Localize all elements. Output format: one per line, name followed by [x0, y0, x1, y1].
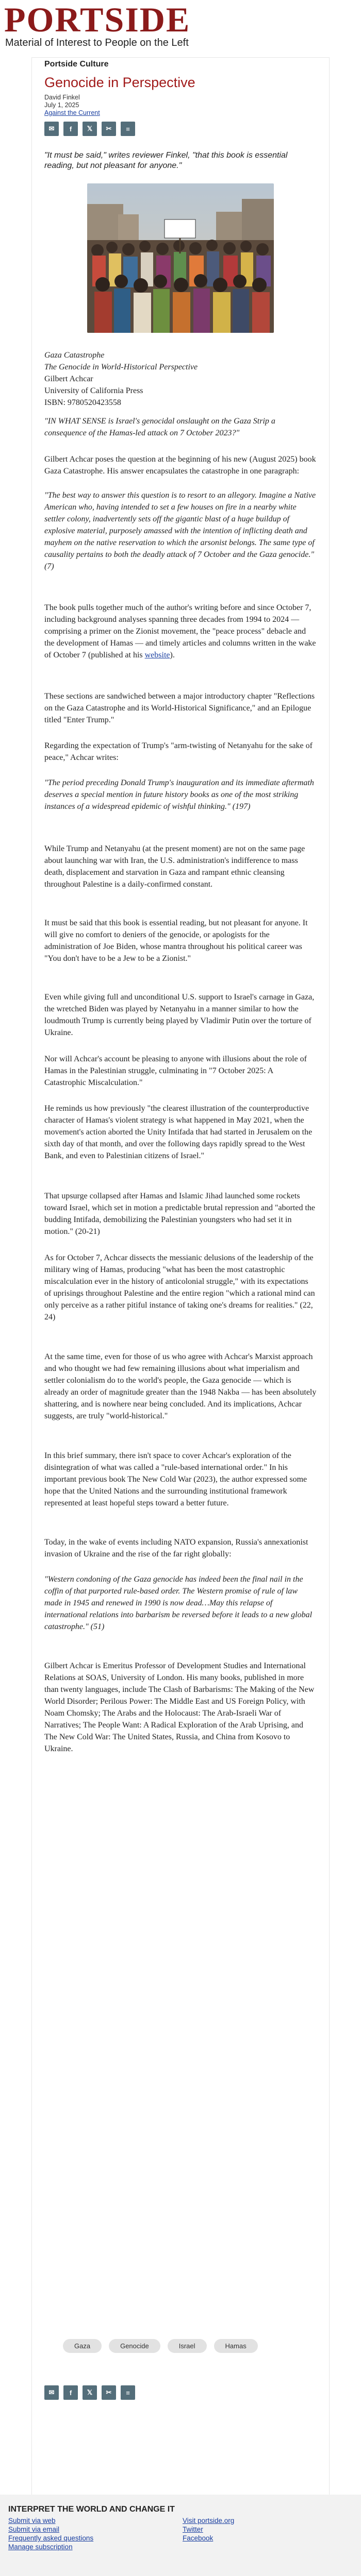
share-bar-top	[44, 122, 135, 136]
footer-heading: INTERPRET THE WORLD AND CHANGE IT	[8, 2505, 175, 2514]
paragraph: That upsurge collapsed after Hamas and Islamic Jihad launched some rockets toward Israel, which set in motion a predictable brutal repression and "aborted the budding Intifada, demobilizing the Palestinian youngsters who had set it in motion." (20-21)	[44, 1192, 316, 1236]
facebook-share-icon[interactable]: f	[63, 122, 78, 136]
facebook-link[interactable]: Facebook	[183, 2534, 214, 2542]
book-subtitle: The Genocide in World-Historical Perspective	[44, 363, 198, 371]
paragraph: The book pulls together much of the author's writing before and since October 7, including background analyses spanning three decades from 1994 to 2024 — comprising a primer on the Zionist movement, the "peace process" debacle and the development of Hamas — and timely articles and columns written in the wake of October 7 (published at his website).	[44, 603, 316, 659]
tag-genocide[interactable]: Genocide	[109, 2339, 160, 2353]
paragraph: While Trump and Netanyahu (at the present moment) are not on the same page about launching war with Iran, the U.S. administration's indifference to mass death, displacement and starvation in Gaza and rampant ethnic cleansing throughout Palestine is a daily-confirmed constant.	[44, 844, 305, 889]
book-publisher: University of California Press	[44, 386, 143, 395]
book-title: Gaza Catastrophe	[44, 351, 105, 360]
tag-gaza[interactable]: Gaza	[63, 2339, 102, 2353]
masthead	[0, 0, 361, 54]
website-link[interactable]: website	[144, 651, 170, 659]
tagline: Material of Interest to People on the Left	[5, 37, 189, 48]
manage-subscription-link[interactable]: Manage subscription	[8, 2543, 73, 2551]
twitter-share-icon[interactable]: 𝕏	[83, 122, 97, 136]
visit-portside-link[interactable]: Visit portside.org	[183, 2517, 235, 2524]
portside-logo[interactable]: PORTSIDE	[4, 0, 191, 39]
more-share-icon[interactable]: ≡	[121, 122, 135, 136]
email-share-icon[interactable]: ✉	[44, 122, 59, 136]
paragraph: As for October 7, Achcar dissects the messianic delusions of the leadership of the military wing of Hamas, producing "what has been the most catastrophic miscalculation ever in the history of anticolonial struggle," with its expectations of uprisings throughout Palestine and the entire region "which a rational mind can only perceive as a rather pitiful instance of taking one's dreams for realities." (22, 24)	[44, 1253, 315, 1321]
author-bio: Gilbert Achcar is Emeritus Professor of Development Studies and International Relations at SOAS, University of London. His many books, published in more than twenty languages, include The Clash of Barbarisms: The Making of the New World Disorder; Perilous Power: The Middle East and US Foreign Policy, with Noam Chomsky; The Arabs and the Holocaust: The Arab-Israeli War of Narratives; The People Want: A Radical Exploration of the Arab Uprising, and The New Cold War: The United States, Russia, and China from Kosovo to Ukraine.	[44, 1662, 315, 1753]
paragraph: In this brief summary, there isn't space to cover Achcar's exploration of the disintegration of what was called a "rule-based international order." In his important previous book The New Cold War (2023), the author expressed some hope that the United Nations and the surrounding institutional framework represented at least hopeful steps toward a better future.	[44, 1451, 307, 1507]
section-label: Portside Culture	[44, 60, 109, 69]
faq-link[interactable]: Frequently asked questions	[8, 2534, 94, 2542]
paragraph: Gilbert Achcar poses the question at the beginning of his new (August 2025) book Gaza Catastrophe. His answer encapsulates the catastrophe in one paragraph:	[44, 455, 316, 476]
twitter-share-icon[interactable]: 𝕏	[83, 2385, 97, 2400]
more-share-icon[interactable]: ≡	[121, 2385, 135, 2400]
submit-web-link[interactable]: Submit via web	[8, 2517, 56, 2524]
share-bar-bottom	[44, 2385, 135, 2400]
email-share-icon[interactable]: ✉	[44, 2385, 59, 2400]
pull-quote: "It must be said," writes reviewer Finkel, "that this book is essential reading, but not pleasant for anyone."	[44, 151, 288, 170]
block-quote: "Western condoning of the Gaza genocide has indeed been the final nail in the coffin of that purported rule-based order. The Western promise of rule of law made in 1945 and renewed in 1990 is now dead…May this relapse of international relations into barbarism be reversed before it leads to a new global catastrophe." (51)	[44, 1575, 313, 1631]
facebook-share-icon[interactable]: f	[63, 2385, 78, 2400]
author: David Finkel	[44, 94, 80, 101]
copy-link-icon[interactable]: ✂	[102, 122, 116, 136]
submit-email-link[interactable]: Submit via email	[8, 2526, 60, 2533]
paragraph: At the same time, even for those of us who agree with Achcar's Marxist approach and who thought we had few remaining illusions about what imperialism and settler colonialism do to the world's people, the Gaza genocide — which is already an order of magnitude greater than the 1948 Nakba — has been absolutely shattering, and is nowhere near being concluded. And its implications, Achcar suggests, are truly "world-historical."	[44, 1352, 317, 1420]
twitter-link[interactable]: Twitter	[183, 2526, 203, 2533]
source-link[interactable]: Against the Current	[44, 109, 100, 116]
block-quote: "The best way to answer this question is to resort to an allegory. Imagine a Native American who, having intended to set a few houses on fire in a nearby white settler colony, inadvertently sets off the gigantic blast of a huge buildup of explosive material, purposely amassed with the intention of inflicting death and mayhem on the native reservation to which the arsonist belongs. The same type of causality pertains to both the deadly attack of 7 October and the Gaza genocide." (7)	[44, 491, 316, 571]
paragraph: These sections are sandwiched between a major introductory chapter "Reflections on the Gaza Catastrophe and its World-Historical Significance," and an Epilogue titled "Enter Trump."	[44, 692, 315, 724]
paragraph: He reminds us how previously "the clearest illustration of the counterproductive character of Hamas's violent strategy is what happened in May 2021, when the movement's action aborted the Unity Intifada that had started in Jerusalem on the sixth day of that month, and over the following days rapidly spread to the West Bank, and even to Palestinian citizens of Israel."	[44, 1104, 313, 1160]
paragraph: Today, in the wake of events including NATO expansion, Russia's annexationist invasion of Ukraine and the rise of the far right globally:	[44, 1538, 308, 1558]
tag-list	[63, 2339, 300, 2353]
paragraph: Nor will Achcar's account be pleasing to anyone with illusions about the role of Hamas in the Palestinian struggle, culminating in "7 October 2025: A Catastrophic Miscalculation."	[44, 1055, 307, 1087]
tag-israel[interactable]: Israel	[168, 2339, 207, 2353]
paragraph: Regarding the expectation of Trump's "arm-twisting of Netanyahu for the sake of peace," Achcar writes:	[44, 741, 313, 762]
paragraph: It must be said that this book is essential reading, but not pleasant for anyone. It will give no comfort to deniers of the genocide, or apologists for the administration of Joe Biden, whose mantra throughout his political career was "You don't have to be a Jew to be a Zionist."	[44, 919, 308, 963]
book-isbn: ISBN: 9780520423558	[44, 398, 121, 407]
block-quote: "The period preceding Donald Trump's inauguration and its immediate aftermath deserves a special mention in future history books as one of the most striking instances of a widespread epidemic of wishful thinking." (197)	[44, 778, 314, 811]
crowd-photo	[87, 183, 274, 333]
paragraph: "IN WHAT SENSE is Israel's genocidal onslaught on the Gaza Strip a consequence of the Hamas-led attack on 7 October 2023?"	[44, 417, 275, 437]
paragraph: Even while giving full and unconditional U.S. support to Israel's carnage in Gaza, the wretched Biden was played by Netanyahu in a manner similar to how the loudmouth Trump is currently being played by Vladimir Putin over the torture of Ukraine.	[44, 993, 315, 1037]
article-title[interactable]: Genocide in Perspective	[44, 75, 195, 90]
tag-hamas[interactable]: Hamas	[214, 2339, 258, 2353]
book-author: Gilbert Achcar	[44, 375, 93, 383]
copy-link-icon[interactable]: ✂	[102, 2385, 116, 2400]
date: July 1, 2025	[44, 101, 79, 109]
